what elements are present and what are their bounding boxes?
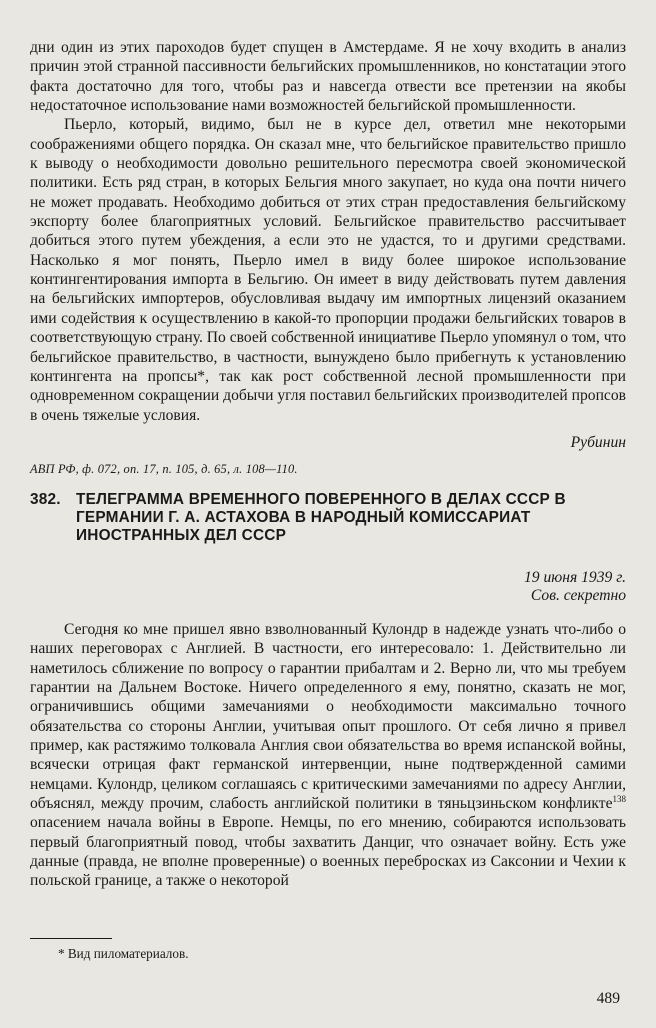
- archive-reference: АВП РФ, ф. 072, оп. 17, п. 105, д. 65, л. 108—110.: [30, 461, 298, 476]
- paragraph-pierlot-reply: Пьерло, который, видимо, был не в курсе дел, ответил мне некоторыми соображениями общего порядка. Он сказал мне, что бельгийское правительство пришло к выводу о необходимости довольно решительного пересмотра своей экономической политики. Есть ряд стран, в которых Бельгия много закупает, но куда она почти ничего не может продавать. Необходимо добиться от этих стран предоставления бельгийскому экспорту более благоприятных условий. Бельгийское правительство рассчитывает добиться этого путем убеждения, а если это не удастся, то и другими средствами. Насколько я мог понять, Пьерло имел в виду более широкое использование контингентирования импорта в Бельгию. Он имеет в виду действовать путем давления на бельгийских импортеров, обусловливая выдачу им импортных лицензий оказанием ими содействия к осуществлению в какой-то пропорции продажи бельгийских товаров в соответствующую страну. По своей собственной инициативе Пьерло упомянул о том, что бельгийское правительство, в частности, вынуждено было прибегнуть к установлению контингента на пропсы*, так как рост собственной лесной промышленности при одновременном сокращении добычи угля поставил бельгийских производителей пропсов в очень тяжелые условия.: [30, 116, 626, 424]
- telegram-text-part-2: опасением начала войны в Европе. Немцы, по его мнению, собираются использовать первый благоприятный повод, чтобы захватить Данциг, что означает войну. Есть уже данные (правда, не вполне проверенные) о военных перебросках из Саксонии и Чехии к польской границе, а также о некоторой: [30, 814, 626, 890]
- signature: Рубинин: [570, 433, 626, 451]
- document-heading: [30, 491, 626, 545]
- paragraph-continuation: дни один из этих пароходов будет спущен в Амстердаме. Я не хочу входить в анализ причин этой странной пассивности бельгийских промышленников, но констатации этого факта достаточно для того, чтобы раз и навсегда отвести все претензии на якобы недостаточное использование нами возможностей бельгийской промышленности.: [30, 39, 626, 115]
- document-date: 19 июня 1939 г.: [523, 568, 626, 586]
- footnote: * Вид пиломатериалов.: [58, 946, 189, 961]
- footnote-rule: [30, 938, 112, 939]
- paragraph-telegram-body: [30, 620, 626, 891]
- endnote-reference: 138: [612, 793, 626, 804]
- page-number: 489: [596, 990, 620, 1007]
- telegram-text-part-1: Сегодня ко мне пришел явно взволнованный Кулондр в надежде узнать что-либо о наших переговорах с Англией. В частности, его интересовало: 1. Действительно ли наметилось сближение по вопросу о гарантии прибалтам и 2. Верно ли, что мы требуем гарантии на Дальнем Востоке. Ничего определенного я ему, понятно, сказать не мог, ограничившись общими замечаниями о необходимости максимально точного обязательства со стороны Англии, учитывая опыт прошлого. От себя лично я привел пример, как растяжимо толковала Англия свои обязательства во время испанской войны, всячески отрицая факт германской интервенции, ныне подтвержденной самими немцами. Кулондр, целиком соглашаясь с критическими замечаниями по адресу Англии, объяснял, между прочим, слабость английской политики в тяньцзиньском конфликте: [30, 620, 626, 812]
- document-title: ТЕЛЕГРАММА ВРЕМЕННОГО ПОВЕРЕННОГО В ДЕЛАХ СССР В ГЕРМАНИИ Г. А. АСТАХОВА В НАРОДНЫЙ КОМИССАРИАТ ИНОСТРАННЫХ ДЕЛ СССР: [76, 490, 566, 544]
- document-number: 382.: [30, 490, 61, 508]
- spacer: [30, 606, 626, 620]
- document-classification: Сов. секретно: [530, 587, 626, 605]
